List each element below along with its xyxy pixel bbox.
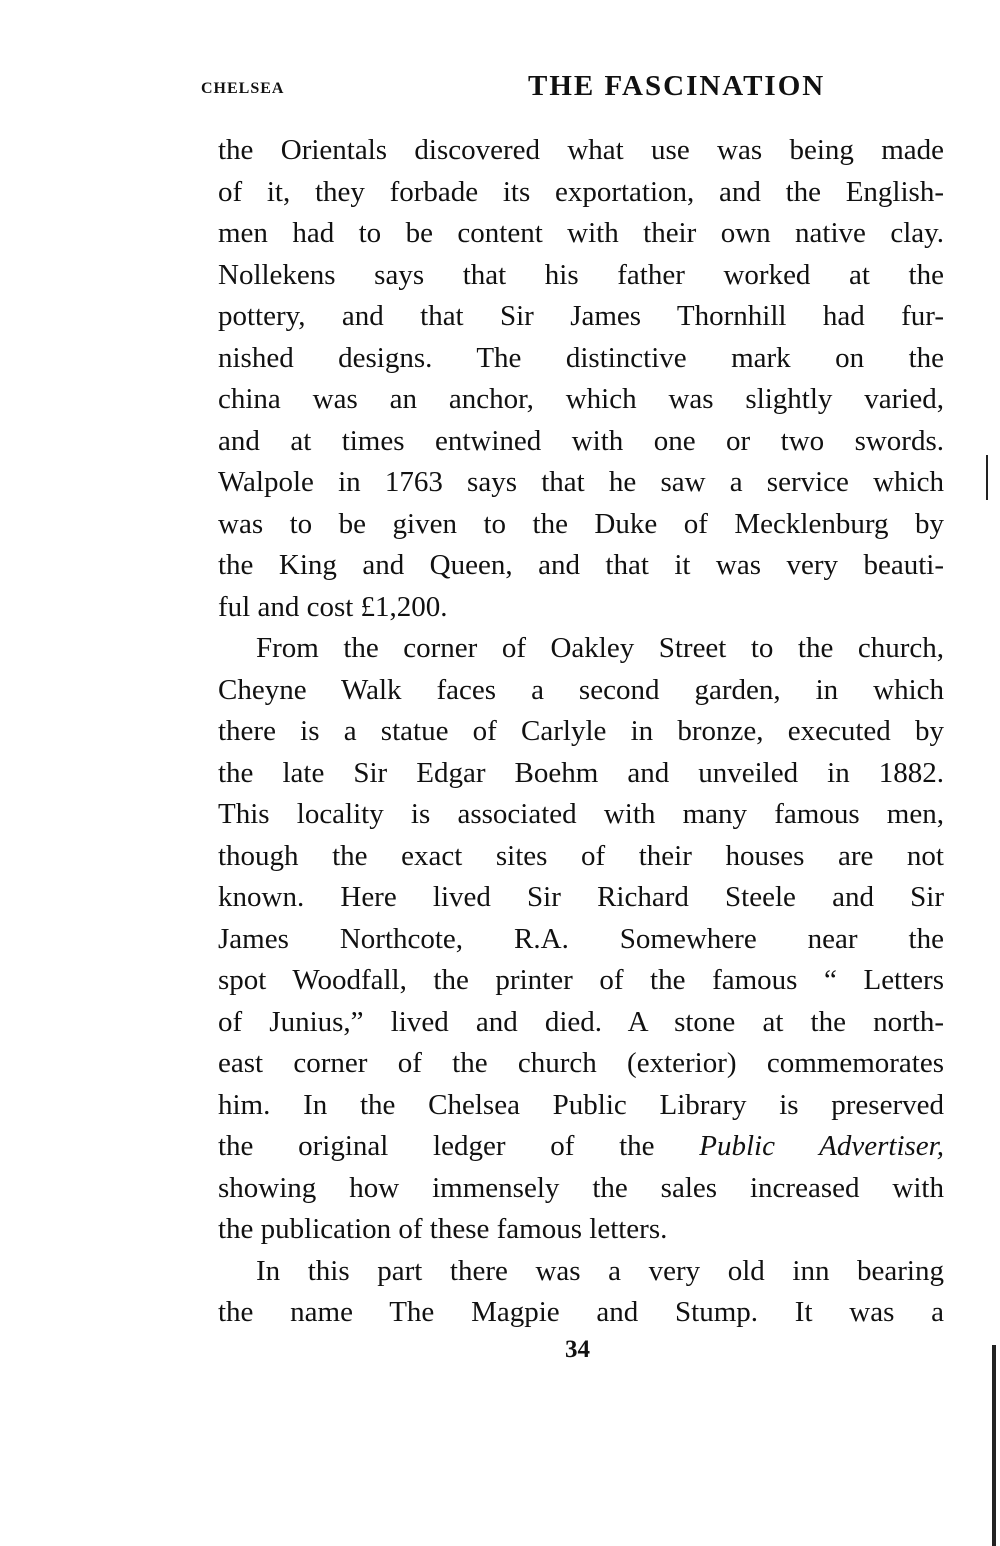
text-line: In this part there was a very old inn bearing bbox=[256, 1254, 944, 1287]
text-line: the Orientals discovered what use was being made bbox=[218, 134, 944, 166]
running-header-title: THE FASCINATION bbox=[528, 70, 826, 102]
text-line: of Junius,” lived and died. A stone at the north- bbox=[218, 1005, 944, 1038]
text-line bbox=[218, 1126, 944, 1168]
paragraph bbox=[218, 628, 944, 1251]
scan-edge-mark bbox=[992, 1345, 996, 1546]
text-line: pottery, and that Sir James Thornhill had fur- bbox=[218, 300, 944, 332]
running-header-section: CHELSEA bbox=[201, 80, 285, 97]
page-body bbox=[218, 130, 944, 1334]
text-line: men had to be content with their own native clay. bbox=[218, 217, 944, 249]
text-line: James Northcote, R.A. Somewhere near the bbox=[218, 922, 944, 955]
scan-edge-mark bbox=[986, 455, 988, 500]
text-line: of it, they forbade its exportation, and the English- bbox=[218, 175, 944, 208]
text-line: the publication of these famous letters. bbox=[218, 1213, 668, 1245]
text-line: Walpole in 1763 says that he saw a service which bbox=[218, 466, 944, 498]
page-number: 34 bbox=[565, 1336, 590, 1363]
text-line: east corner of the church (exterior) commemorates bbox=[218, 1047, 944, 1079]
text-line: the King and Queen, and that it was very beauti- bbox=[218, 549, 944, 581]
text-line: the name The Magpie and Stump. It was a bbox=[218, 1296, 944, 1328]
text-line: Nollekens says that his father worked at the bbox=[218, 258, 944, 291]
text-line: him. In the Chelsea Public Library is preserved bbox=[218, 1088, 944, 1121]
text-line: From the corner of Oakley Street to the church, bbox=[256, 632, 944, 664]
text-line: the late Sir Edgar Boehm and unveiled in 1882. bbox=[218, 756, 944, 789]
paragraph bbox=[218, 130, 944, 628]
text-line: and at times entwined with one or two swords. bbox=[218, 424, 944, 457]
paragraph bbox=[218, 1251, 944, 1334]
text-line: This locality is associated with many famous men, bbox=[218, 798, 944, 830]
text-line: china was an anchor, which was slightly varied, bbox=[218, 383, 944, 415]
text-line: ful and cost £1,200. bbox=[218, 590, 448, 623]
text-line: Cheyne Walk faces a second garden, in which bbox=[218, 673, 944, 706]
text-line: there is a statue of Carlyle in bronze, executed by bbox=[218, 715, 944, 747]
text-line-start: the original ledger of the bbox=[218, 1130, 655, 1162]
text-line: known. Here lived Sir Richard Steele and Sir bbox=[218, 881, 944, 913]
text-line: was to be given to the Duke of Mecklenburg by bbox=[218, 507, 944, 540]
text-line: showing how immensely the sales increased with bbox=[218, 1171, 944, 1204]
text-line: spot Woodfall, the printer of the famous “ Letters bbox=[218, 964, 944, 996]
text-line: nished designs. The distinctive mark on the bbox=[218, 341, 944, 374]
text-line: though the exact sites of their houses are not bbox=[218, 839, 944, 872]
italic-title: Public Advertiser, bbox=[699, 1130, 944, 1162]
